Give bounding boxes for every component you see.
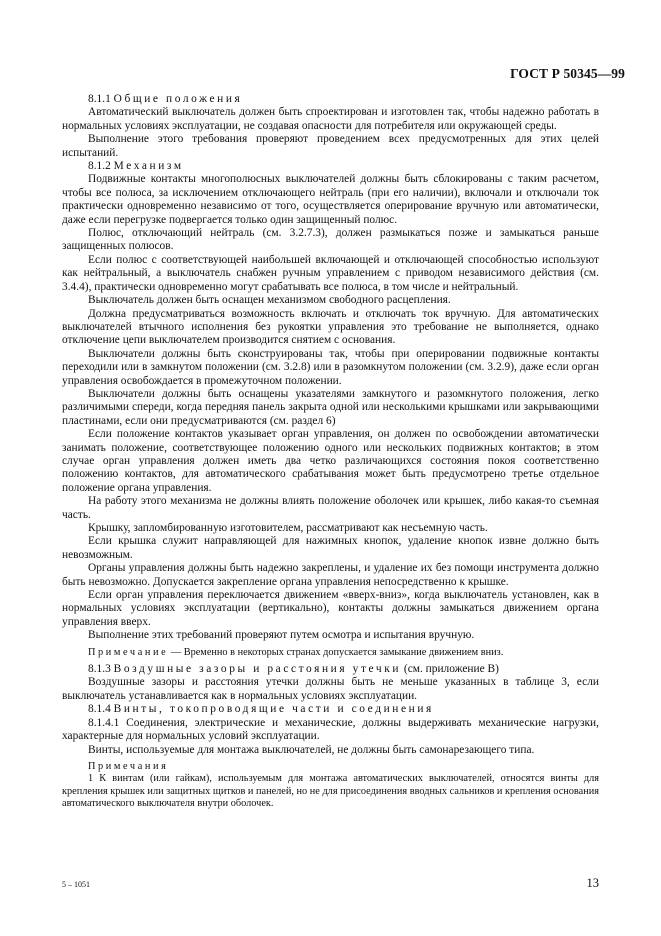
paragraph: На работу этого механизма не должны влиять положение оболочек или крышек, либо какая-то съемная часть. <box>62 495 599 521</box>
paragraph: Выполнение этого требования проверяют проведением всех предусмотренных для этих целей испытаний. <box>62 133 599 159</box>
section-8-1-4-heading <box>62 703 599 716</box>
subsection-number: 8.1.4.1 <box>88 716 120 729</box>
section-title: Винты, токопроводящие части и соединения <box>113 703 434 716</box>
section-number: 8.1.2 <box>88 160 111 173</box>
notes-label: Примечания <box>88 760 169 772</box>
document-body <box>62 93 599 811</box>
note-item: 1 К винтам (или гайкам), используемым для монтажа автоматических выключателей, относятся винты для крепления крышек или защитных щитков и панелей, но не для присоединения вводных сальников и крепления основания автоматического выключателя внутри оболочек. <box>62 773 599 810</box>
paragraph: Винты, используемые для монтажа выключателей, не должны быть самонарезающего типа. <box>88 743 535 756</box>
paragraph: Подвижные контакты многополюсных выключателей должны быть сблокированы с таким расчетом, чтобы все полюса, за исключением отключающего нейтраль (при его наличии), включали и отключали ток практически одновременно независимо от того, осуществляется оперирование вручную или автоматически, даже если перегрузке подвергается только один защищенный полюс. <box>62 173 599 226</box>
paragraph: Если орган управления переключается движением «вверх-вниз», когда выключатель установлен, как в нормальных условиях эксплуатации (вертикально), контакты должны замыкаться движением органа управления вверх. <box>62 589 599 628</box>
paragraph: Выключатель должен быть оснащен механизмом свободного расцепления. <box>88 294 451 307</box>
paragraph: Воздушные зазоры и расстояния утечки должны быть не меньше указанных в таблице 3, если выключатель устанавливается как в нормальных условиях эксплуатации. <box>62 676 599 702</box>
section-8-1-1-heading <box>62 93 599 106</box>
paragraph: Выключатели должны быть оснащены указателями замкнутого и разомкнутого положения, легко различимыми спереди, когда передняя панель закрыта одной или несколькими крышками или закрывающими пластинами, если они предусматриваются (см. раздел 6) <box>62 387 599 427</box>
section-title: Воздушные зазоры и расстояния утечки <box>113 663 402 676</box>
paragraph: Если полюс с соответствующей наибольшей включающей и отключающей способностью используют как нейтральный, а выключатель снабжен ручным управлением с приводом независимого действия (см. 3.4.4), практически одновременно могут срабатывать все полюса, в том числе и нейтральный. <box>62 253 599 293</box>
paragraph: Если положение контактов указывает орган управления, он должен по освобождении автоматически занимать положение, соответствующее положению одного или нескольких подвижных контактов; в этом случае орган управления должен иметь два четко различающихся состояния покоя соответственно положению контактов, для автоматического срабатывания может быть предусмотрено третье отдельное положение органа управления. <box>62 428 599 494</box>
document-code: ГОСТ Р 50345—99 <box>510 66 625 81</box>
paragraph: Органы управления должны быть надежно закреплены, и удаление их без помощи инструмента должно быть невозможно. Допускается закрепление органа управления непосредственно к крышке. <box>62 562 599 588</box>
page-number: 13 <box>586 876 599 890</box>
paragraph <box>62 717 599 744</box>
note-label: Примечание <box>88 646 169 658</box>
paragraph: Выполнение этих требований проверяют путем осмотра и испытания вручную. <box>88 629 475 642</box>
section-8-1-3-heading <box>62 663 599 676</box>
paragraph: Выключатели должны быть сконструированы так, чтобы при оперировании подвижные контакты переходили или в замкнутом положении (см. 3.2.8) или в разомкнутом положении (см. 3.2.9), даже если орган управления освобождается в промежуточном положении. <box>62 347 599 387</box>
paragraph: Если крышка служит направляющей для нажимных кнопок, удаление кнопок извне должно быть невозможным. <box>62 535 599 561</box>
section-number: 8.1.1 <box>88 93 111 105</box>
section-title: Механизм <box>113 160 184 173</box>
paragraph: Автоматический выключатель должен быть спроектирован и изготовлен так, чтобы надежно работать в нормальных условиях эксплуатации, не создавая опасности для потребителя или окружающей среды. <box>62 106 599 132</box>
notes-heading <box>62 761 599 773</box>
note <box>62 647 599 659</box>
section-number: 8.1.4 <box>88 703 111 716</box>
note-text: — Временно в некоторых странах допускается замыкание движением вниз. <box>168 646 504 658</box>
paragraph: Крышку, запломбированную изготовителем, рассматривают как несъемную часть. <box>88 522 488 534</box>
paragraph: Полюс, отключающий нейтраль (см. 3.2.7.3), должен размыкаться позже и замыкаться раньше защищенных полюсов. <box>62 227 599 253</box>
section-title: Общие положения <box>113 93 243 105</box>
paragraph: Должна предусматриваться возможность включать и отключать ток вручную. Для автоматических выключателей втычного исполнения без рукоятки управления это требование не выполняется, однако отключение цепи выключателем производится снятием с основания. <box>62 307 599 347</box>
paragraph-text: Соединения, электрические и механические, должны выдерживать механические нагрузки, характерные для нормальных условий эксплуатации. <box>62 716 599 743</box>
section-number: 8.1.3 <box>88 663 111 676</box>
section-reference: (см. приложение В) <box>403 663 499 676</box>
section-8-1-2-heading <box>62 160 599 173</box>
footer-code: 5 – 1051 <box>62 880 90 889</box>
